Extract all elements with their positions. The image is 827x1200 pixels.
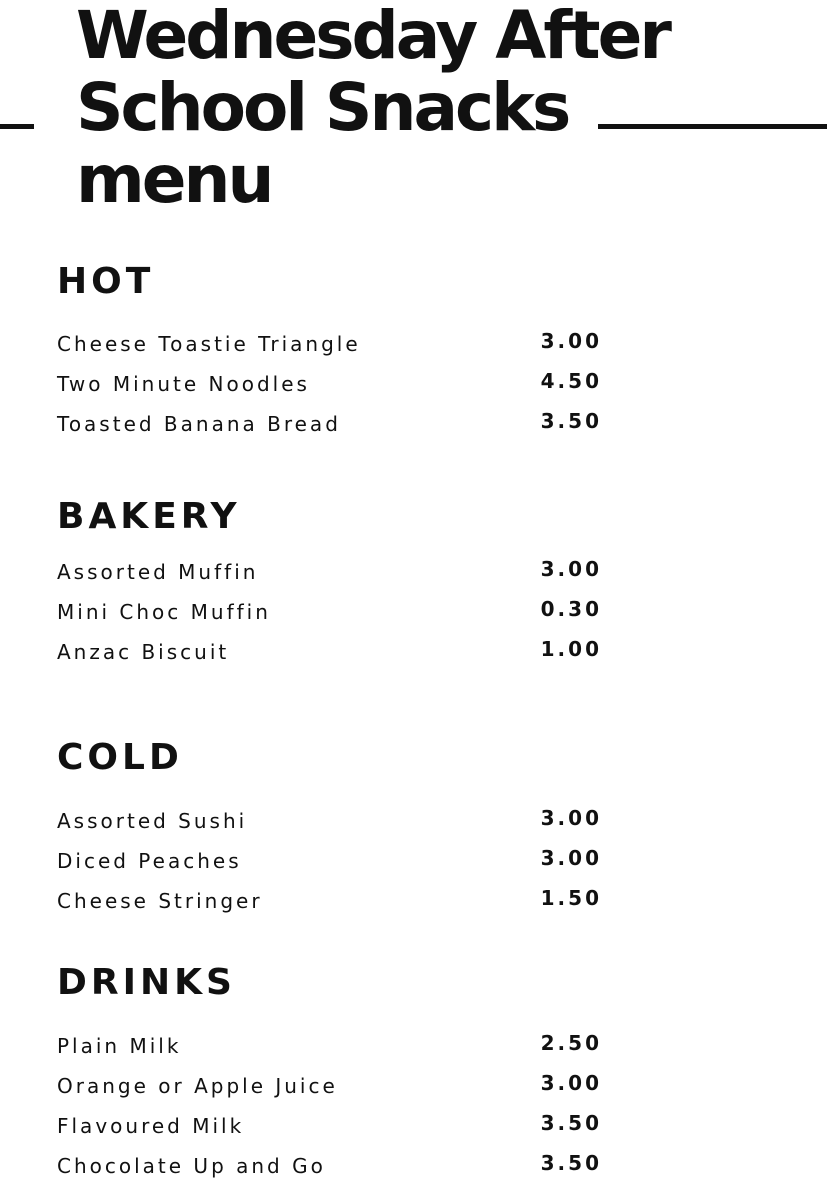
menu-title-line: School Snacks	[76, 69, 569, 146]
menu-item	[57, 559, 602, 589]
menu-item-price: 3.00	[540, 1071, 602, 1095]
menu-item-name: Toasted Banana Bread	[57, 412, 341, 436]
menu-item-price: 1.50	[540, 886, 602, 910]
menu-item-name: Anzac Biscuit	[57, 640, 230, 664]
menu-item-name: Plain Milk	[57, 1034, 182, 1058]
menu-item-price: 3.00	[540, 846, 602, 870]
menu-item	[57, 1153, 602, 1183]
section-heading-cold: COLD	[57, 737, 183, 778]
menu-item-price: 3.50	[540, 1111, 602, 1135]
menu-item-name: Diced Peaches	[57, 849, 242, 873]
menu-title-line: Wednesday After	[76, 0, 669, 74]
menu-item-name: Two Minute Noodles	[57, 372, 310, 396]
menu-item-price: 1.00	[540, 637, 602, 661]
menu-item	[57, 848, 602, 878]
menu-item-name: Assorted Sushi	[57, 809, 248, 833]
menu-item	[57, 331, 602, 361]
menu-item-name: Flavoured Milk	[57, 1114, 245, 1138]
menu-item	[57, 639, 602, 669]
menu-item-name: Orange or Apple Juice	[57, 1074, 338, 1098]
menu-item-name: Cheese Stringer	[57, 889, 263, 913]
decorative-rule-left	[0, 124, 34, 129]
menu-item-price: 2.50	[540, 1031, 602, 1055]
menu-item-price: 3.00	[540, 329, 602, 353]
menu-item	[57, 888, 602, 918]
menu-title	[76, 0, 669, 216]
menu-item-price: 4.50	[540, 369, 602, 393]
menu-item-price: 3.50	[540, 1151, 602, 1175]
menu-item	[57, 1033, 602, 1063]
menu-item-price: 0.30	[540, 597, 602, 621]
menu-item	[57, 808, 602, 838]
section-heading-bakery: BAKERY	[57, 496, 241, 537]
menu-item-name: Cheese Toastie Triangle	[57, 332, 361, 356]
menu-item-price: 3.00	[540, 557, 602, 581]
menu-title-line: menu	[76, 141, 272, 218]
menu-item	[57, 411, 602, 441]
section-heading-hot: HOT	[57, 261, 155, 302]
section-heading-drinks: DRINKS	[57, 962, 236, 1003]
menu-item-name: Mini Choc Muffin	[57, 600, 271, 624]
menu-item	[57, 1073, 602, 1103]
menu-item-name: Chocolate Up and Go	[57, 1154, 326, 1178]
menu-item	[57, 1113, 602, 1143]
menu-item	[57, 599, 602, 629]
menu-item-name: Assorted Muffin	[57, 560, 259, 584]
menu-item-price: 3.00	[540, 806, 602, 830]
decorative-rule-right	[598, 124, 827, 129]
menu-item-price: 3.50	[540, 409, 602, 433]
menu-item	[57, 371, 602, 401]
